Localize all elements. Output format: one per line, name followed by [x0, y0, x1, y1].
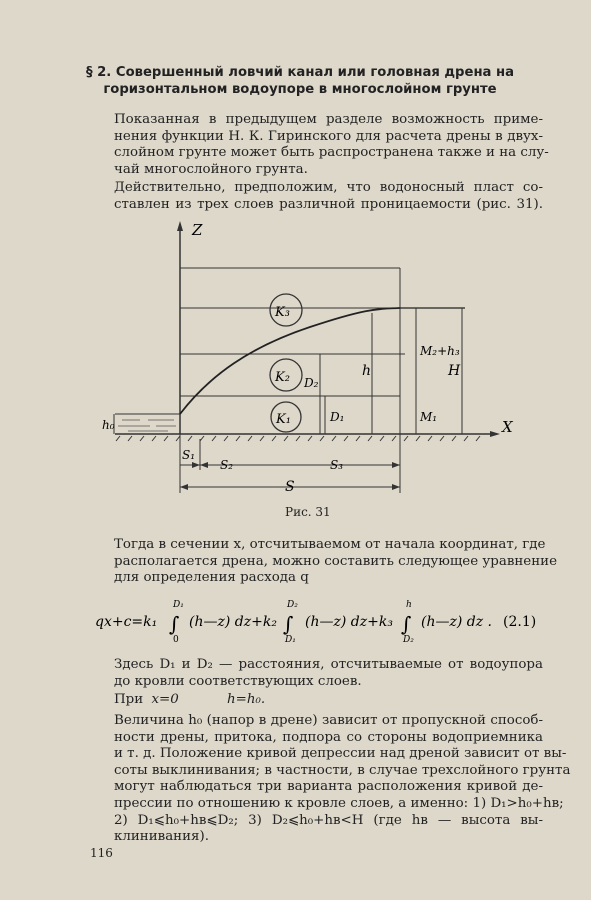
formula-lhs: qx+c=k₁ — [95, 614, 158, 630]
m1-label: M₁ — [420, 410, 438, 424]
k2-label: K₂ — [275, 370, 290, 385]
text-line: клинивания). — [114, 829, 209, 845]
text-line: Действительно, предположим, что водоносный пласт со- — [114, 180, 543, 195]
condition-x: x=0 — [151, 692, 179, 707]
heading-line-2: горизонтальном водоупоре в многослойном грунте — [103, 82, 497, 97]
integral-2-upper: D₂ — [287, 600, 298, 610]
text-line: слойном грунте может быть распространена также и на слу- — [114, 145, 549, 161]
text-line: могут наблюдаться три варианта расположения кривой де- — [114, 779, 543, 795]
text-line: чай многослойного грунта. — [114, 161, 308, 177]
s3-label: S₃ — [330, 458, 344, 472]
condition-prefix: При — [114, 692, 144, 707]
paragraph-6 — [88, 713, 571, 846]
condition-h: h=h₀. — [227, 692, 266, 707]
text-line: и т. д. Положение кривой депрессии над дреной зависит от вы- — [114, 746, 567, 762]
figure-31 — [100, 215, 550, 505]
text-line: для определения расхода q — [114, 570, 309, 586]
integral-3-lower: D₂ — [403, 635, 414, 645]
s2-label: S₂ — [220, 458, 234, 472]
text-line: 2) D₁⩽h₀+hв⩽D₂; 3) D₂⩽h₀+hв<H (где hв — высота вы- — [114, 812, 543, 828]
paragraph-4 — [88, 657, 543, 690]
figure-caption: Рис. 31 — [285, 505, 331, 519]
paragraph-5 — [114, 692, 414, 709]
axis-x-label: X — [502, 418, 513, 436]
big-h-label: H — [448, 363, 461, 379]
formula-body-1: (h—z) dz+k₂ — [189, 614, 277, 630]
k1-label: K₁ — [276, 412, 291, 427]
h-label: h — [362, 363, 372, 379]
text-line: прессии по отношению к кровле слоев, а именно: 1) D₁>h₀+hв; — [114, 795, 564, 811]
paragraph-2 — [88, 180, 543, 213]
integral-1-upper: D₁ — [173, 600, 184, 610]
text-line: ности дрены, притока, подпора со стороны водоприемника — [114, 729, 543, 745]
text-line: располагается дрена, можно составить следующее уравнение — [114, 553, 558, 569]
integral-1-lower: 0 — [173, 635, 179, 645]
text-line: ставлен из трех слоев различной проницаемости (рис. 31). — [114, 196, 543, 212]
s1-label: S₁ — [182, 448, 196, 462]
text-line: Величина h₀ (напор в дрене) зависит от пропускной способ- — [114, 713, 543, 728]
h0-label: h₀ — [102, 418, 115, 432]
paragraph-1 — [88, 112, 549, 178]
m2-h3-label: M₂+h₃ — [420, 344, 460, 358]
text-line: соты выклинивания; в частности, в случае трехслойного грунта — [114, 762, 571, 778]
section-heading — [70, 64, 530, 98]
integral-1: ∫ — [169, 612, 180, 636]
d1-label: D₁ — [330, 410, 345, 424]
text-line: до кровли соответствующих слоев. — [114, 673, 362, 689]
k3-label: K₃ — [275, 305, 290, 320]
integral-3: ∫ — [401, 612, 412, 636]
formula-body-3: (h—z) dz . — [421, 614, 493, 630]
heading-line-1: § 2. Совершенный ловчий канал или головная дрена на — [85, 65, 515, 80]
d2-label: D₂ — [304, 376, 319, 390]
integral-2-lower: D₁ — [285, 635, 296, 645]
text-line: нения функции Н. К. Гиринского для расчета дрены в двух- — [114, 128, 543, 144]
page-number: 116 — [90, 846, 113, 860]
formula-body-2: (h—z) dz+k₃ — [305, 614, 393, 630]
integral-3-upper: h — [406, 600, 412, 610]
text-line: Здесь D₁ и D₂ — расстояния, отсчитываемые от водоупора — [114, 657, 543, 672]
integral-2: ∫ — [283, 612, 294, 636]
text-line: Показанная в предыдущем разделе возможность приме- — [114, 112, 543, 127]
formula-number: (2.1) — [503, 614, 537, 630]
axis-z-label: Z — [192, 221, 203, 239]
formula-2-1 — [95, 595, 550, 645]
s-label: S — [285, 479, 295, 495]
text-line: Тогда в сечении x, отсчитываемом от начала координат, где — [114, 537, 546, 552]
paragraph-3 — [88, 537, 558, 587]
